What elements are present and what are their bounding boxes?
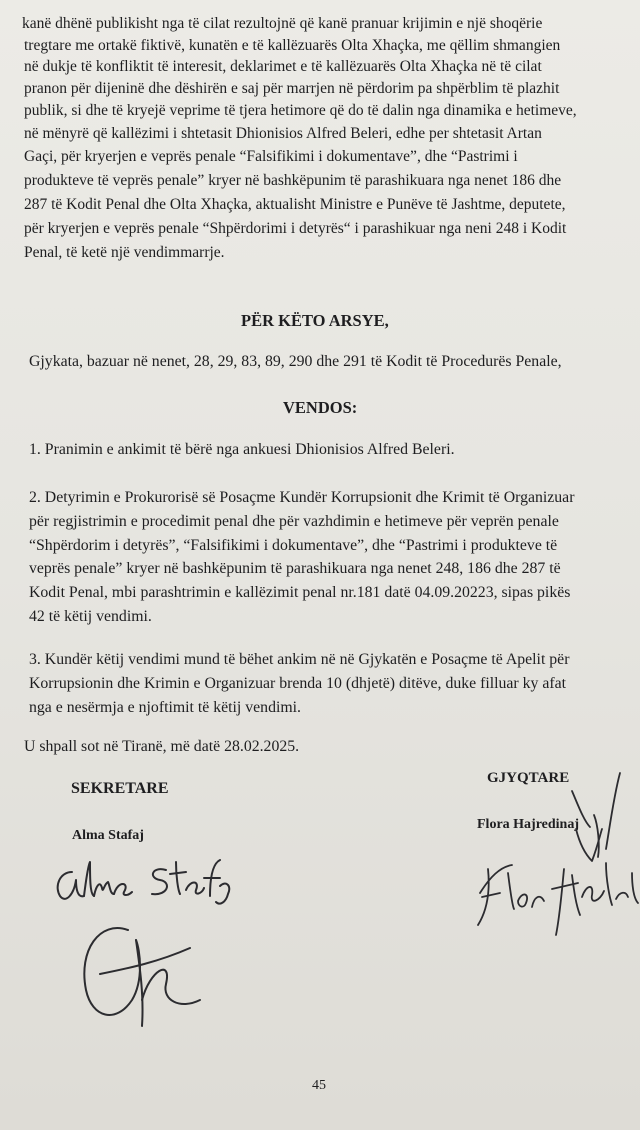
text-line: 1. Pranimin e ankimit të bërë nga ankuesi Dhionisios Alfred Beleri. [29,441,455,458]
court-basis: Gjykata, bazuar në nenet, 28, 29, 83, 89, 290 dhe 291 të Kodit të Procedurës Penale, [29,353,562,370]
text-line: 287 të Kodit Penal dhe Olta Xhaçka, aktualisht Ministre e Punëve të Jashtme, deputete, [24,196,566,213]
text-line: nga e nesërmja e njoftimit të këtij vendimi. [29,699,301,716]
text-line: në dukje të konfliktit të interesit, deklarimet e të kallëzuarës Olta Xhaçka në të cilat [24,58,542,75]
text-line: Kodit Penal, mbi parashtrimin e kallëzimit penal nr.181 datë 04.09.20223, sipas pikës [29,584,571,601]
secretary-name: Alma Stafaj [72,828,144,843]
text-line: “Shpërdorim i detyrës”, “Falsifikimi i dokumentave”, dhe “Pastrimi i produkteve të [29,537,558,554]
text-line: tregtare me ortakë fiktivë, kunatën e të kallëzuarës Olta Xhaçka, me qëllim shmangien [24,37,561,54]
page-number: 45 [312,1078,326,1093]
text-line: kanë dhënë publikisht nga të cilat rezultojnë që kanë pranuar krijimin e një shoqërie [22,15,543,32]
text-line: për regjistrimin e procedimit penal dhe për vazhdimin e hetimeve për veprën penale [29,513,559,530]
announcement: U shpall sot në Tiranë, më datë 28.02.2025. [24,738,300,755]
text-line: produkteve të veprës penale” kryer në bashkëpunim të parashikuara nga nenet 186 dhe [24,172,562,189]
text-line: Korrupsionin dhe Krimin e Organizuar brenda 10 (dhjetë) ditëve, duke filluar ky afat [29,675,567,692]
text-line: pranon për dijeninë dhe dëshirën e saj për marrjen në përdorim pa shpërblim të plazhit [24,80,560,97]
text-line: 2. Detyrimin e Prokurorisë së Posaçme Kundër Korrupsionit dhe Krimit të Organizuar [29,489,575,506]
text-line: 3. Kundër këtij vendimi mund të bëhet ankim në në Gjykatën e Posaçme të Apelit për [29,651,570,668]
text-line: Gaçi, për kryerjen e veprës penale “Falsifikimi i dokumentave”, dhe “Pastrimi i [24,148,518,165]
secretary-title: SEKRETARE [71,780,169,797]
text-line: Penal, të ketë një vendimmarrje. [24,244,225,261]
heading-decides: VENDOS: [283,398,358,417]
heading-reasons: PËR KËTO ARSYE, [241,311,389,330]
text-line: për kryerjen e veprës penale “Shpërdorimi i detyrës“ i parashikuar nga neni 248 i Kodit [24,220,567,237]
text-line: publik, si dhe të kryejë veprime të tjera hetimore që do të dalin nga dinamika e hetimeve, [24,102,577,119]
text-line: 42 të këtij vendimi. [29,608,152,625]
text-line: veprës penale” kryer në bashkëpunim të parashikuara nga nenet 248, 186 dhe 287 të [29,560,561,577]
text-line: në mënyrë që kallëzimi i shtetasit Dhionisios Alfred Beleri, edhe per shtetasit Artan [24,125,542,142]
judge-name: Flora Hajredinaj [477,817,580,832]
judge-title: GJYQTARE [487,770,570,786]
judge-signature [460,765,640,945]
secretary-signature [40,850,240,1060]
